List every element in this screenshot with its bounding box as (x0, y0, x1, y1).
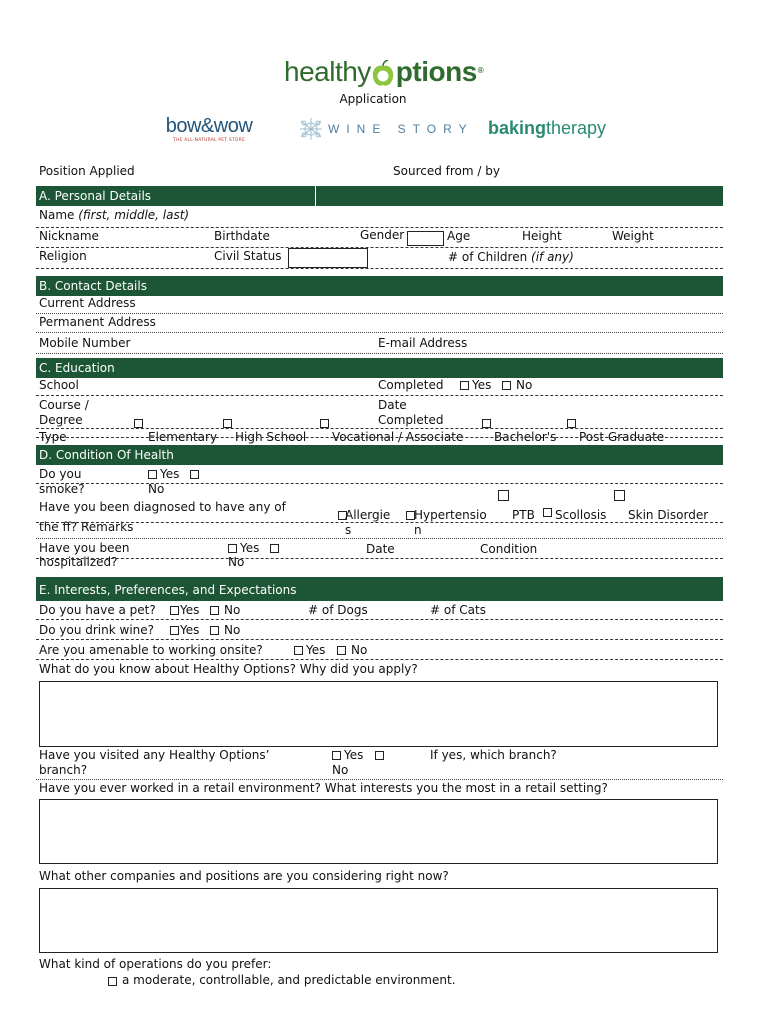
separator-line (36, 353, 723, 354)
separator-line (36, 522, 723, 523)
wine-no-label: No (224, 623, 241, 637)
height-label: Height (522, 229, 562, 243)
post-graduate-label: Post Graduate (579, 430, 665, 444)
vocational-label: Vocational / Associate (332, 430, 464, 444)
pet-no-label: No (224, 603, 241, 617)
hospitalized-date-label: Date (366, 542, 395, 556)
which-branch-label: If yes, which branch? (430, 748, 557, 762)
hypertension-label: Hypertensio (414, 508, 487, 522)
separator-line (36, 619, 723, 620)
operations-moderate-label: a moderate, controllable, and predictable environment. (122, 973, 456, 987)
completed-no-checkbox[interactable] (502, 381, 511, 390)
gender-field[interactable] (407, 231, 444, 246)
school-label: School (39, 378, 79, 392)
other-companies-label: What other companies and positions are you considering right now? (39, 869, 449, 883)
know-question-label: What do you know about Healthy Options? Why did you apply? (39, 662, 418, 676)
baking-word: baking (488, 118, 547, 138)
dogs-label: # of Dogs (308, 603, 368, 617)
section-title-contact: B. Contact Details (39, 279, 147, 293)
section-header-health (36, 445, 723, 465)
current-address-label: Current Address (39, 296, 136, 310)
elementary-label: Elementary (148, 430, 218, 444)
hospitalized-no-checkbox[interactable] (270, 544, 279, 553)
completed-label: Completed (378, 378, 444, 392)
visited-yes-label: Yes (344, 748, 364, 762)
date-completed-label: Completed (378, 413, 444, 427)
application-title: Application (339, 92, 407, 106)
high-school-checkbox[interactable] (223, 419, 232, 428)
smoke-no-label: No (148, 482, 165, 496)
smoke-yes-label: Yes (160, 467, 180, 481)
onsite-no-label: No (351, 643, 368, 657)
smoke-label-line1: Do you (39, 467, 82, 481)
nickname-label: Nickname (39, 229, 99, 243)
healthy-options-logo (284, 48, 483, 88)
visited-no-label: No (332, 763, 349, 777)
separator-line (36, 558, 723, 559)
onsite-yes-checkbox[interactable] (294, 646, 303, 655)
ptb-label: PTB (512, 508, 535, 522)
mobile-number-label: Mobile Number (39, 336, 131, 350)
section-title-interests: E. Interests, Preferences, and Expectations (39, 583, 297, 597)
position-applied-label: Position Applied (39, 164, 135, 178)
wine-story-emblem-icon (298, 116, 324, 142)
separator-line (36, 779, 723, 780)
bachelors-checkbox[interactable] (482, 419, 491, 428)
bowwow-name: bow&wow (165, 115, 253, 137)
section-header-interests (36, 577, 723, 601)
wine-yes-checkbox[interactable] (170, 626, 179, 635)
separator-line (36, 332, 723, 333)
age-label: Age (447, 229, 471, 243)
elementary-checkbox[interactable] (134, 419, 143, 428)
civil-status-field[interactable] (288, 248, 368, 268)
course-label: Course / (39, 398, 89, 412)
operations-moderate-checkbox[interactable] (108, 977, 117, 986)
logo-text-options (371, 56, 483, 88)
civil-status-label: Civil Status (214, 249, 282, 263)
separator-line (36, 395, 723, 396)
children-hint: (if any) (531, 250, 574, 264)
therapy-word: therapy (546, 118, 607, 138)
bowwow-logo (156, 116, 262, 143)
wine-story-name: WINE STORY (328, 122, 474, 136)
allergies-label: Allergie (345, 508, 391, 522)
smoke-yes-checkbox[interactable] (148, 470, 157, 479)
visited-label-line1: Have you visited any Healthy Options’ (39, 748, 270, 762)
know-answer-box[interactable] (39, 681, 718, 747)
section-title-health: D. Condition Of Health (39, 448, 174, 462)
section-title-education: C. Education (39, 361, 115, 375)
permanent-address-label: Permanent Address (39, 315, 156, 329)
separator-line (36, 659, 723, 660)
hospitalized-yes-checkbox[interactable] (228, 544, 237, 553)
pet-yes-label: Yes (180, 603, 200, 617)
children-label (448, 250, 574, 265)
gender-label: Gender (360, 228, 405, 242)
weight-label: Weight (612, 229, 654, 243)
registered-mark: ® (477, 66, 484, 75)
baking-therapy-logo (488, 118, 606, 139)
diagnosed-label-line1: Have you been diagnosed to have any of (39, 500, 286, 514)
hypertension-label-wrap: n (414, 523, 422, 537)
email-address-label: E-mail Address (378, 336, 468, 350)
other-companies-answer-box[interactable] (39, 888, 718, 953)
post-graduate-checkbox[interactable] (567, 419, 576, 428)
skin-disorder-label: Skin Disorder (628, 508, 709, 522)
wine-label: Do you drink wine? (39, 623, 155, 637)
separator-line (36, 268, 723, 269)
visited-no-checkbox[interactable] (375, 751, 384, 760)
visited-label-line2: branch? (39, 763, 88, 777)
diagnosed-label-line2: the ff? Remarks (39, 520, 134, 534)
cats-label: # of Cats (430, 603, 486, 617)
section-header-education (36, 358, 723, 378)
onsite-label: Are you amenable to working onsite? (39, 643, 263, 657)
separator-line (36, 247, 723, 248)
hospitalized-label-line2: hospitalized? (39, 555, 118, 569)
strikethrough-line (36, 437, 723, 438)
high-school-label: High School (235, 430, 307, 444)
completed-yes-checkbox[interactable] (460, 381, 469, 390)
separator-line (36, 428, 723, 429)
header-divider (315, 186, 316, 206)
completed-yes-label: Yes (472, 378, 492, 392)
hospitalized-yes-label: Yes (240, 541, 260, 555)
name-hint: (first, middle, last) (78, 208, 190, 222)
religion-label: Religion (39, 249, 87, 263)
name-label-text: Name (39, 208, 75, 222)
sourced-from-label: Sourced from / by (393, 164, 500, 178)
degree-label: Degree (39, 413, 83, 427)
smoke-label-line2: smoke? (39, 482, 85, 496)
hospitalized-label-line1: Have you been (39, 541, 130, 555)
logo-text-healthy: healthy (284, 56, 371, 87)
hospitalized-no-label: No (228, 555, 245, 569)
retail-answer-box[interactable] (39, 799, 718, 864)
visited-yes-checkbox[interactable] (332, 751, 341, 760)
onsite-no-checkbox[interactable] (337, 646, 346, 655)
wine-no-checkbox[interactable] (210, 626, 219, 635)
operations-question-label: What kind of operations do you prefer: (39, 957, 272, 971)
section-header-personal (36, 186, 723, 206)
separator-line (36, 483, 723, 484)
hospitalized-condition-label: Condition (480, 542, 538, 556)
logo-text-options-word: ptions (395, 56, 477, 87)
onsite-yes-label: Yes (306, 643, 326, 657)
pet-yes-checkbox[interactable] (170, 606, 179, 615)
section-header-contact (36, 276, 723, 296)
name-label (39, 208, 189, 223)
bachelors-label: Bachelor's (494, 430, 557, 444)
smoke-no-checkbox[interactable] (190, 470, 199, 479)
vocational-checkbox[interactable] (320, 419, 329, 428)
date-label: Date (378, 398, 407, 412)
skin-disorder-checkbox[interactable] (614, 490, 625, 501)
section-title-personal: A. Personal Details (39, 189, 152, 203)
wine-story-logo (298, 116, 474, 142)
bowwow-tagline: THE ALL-NATURAL PET STORE (173, 138, 245, 143)
retail-question-label: Have you ever worked in a retail environment? What interests you the most in a retail setting? (39, 781, 608, 795)
separator-line (36, 639, 723, 640)
birthdate-label: Birthdate (214, 229, 270, 243)
wine-yes-label: Yes (180, 623, 200, 637)
pet-label: Do you have a pet? (39, 603, 156, 617)
apple-icon (371, 60, 395, 88)
scoliosis-checkbox[interactable] (543, 508, 552, 517)
pet-no-checkbox[interactable] (210, 606, 219, 615)
children-label-text: # of Children (448, 250, 528, 264)
separator-line (36, 538, 723, 539)
ptb-checkbox[interactable] (498, 490, 509, 501)
separator-line (36, 313, 723, 314)
type-label: Type (39, 430, 67, 444)
completed-no-label: No (516, 378, 533, 392)
scoliosis-label: Scollosis (555, 508, 607, 522)
allergies-label-wrap: s (345, 523, 352, 537)
